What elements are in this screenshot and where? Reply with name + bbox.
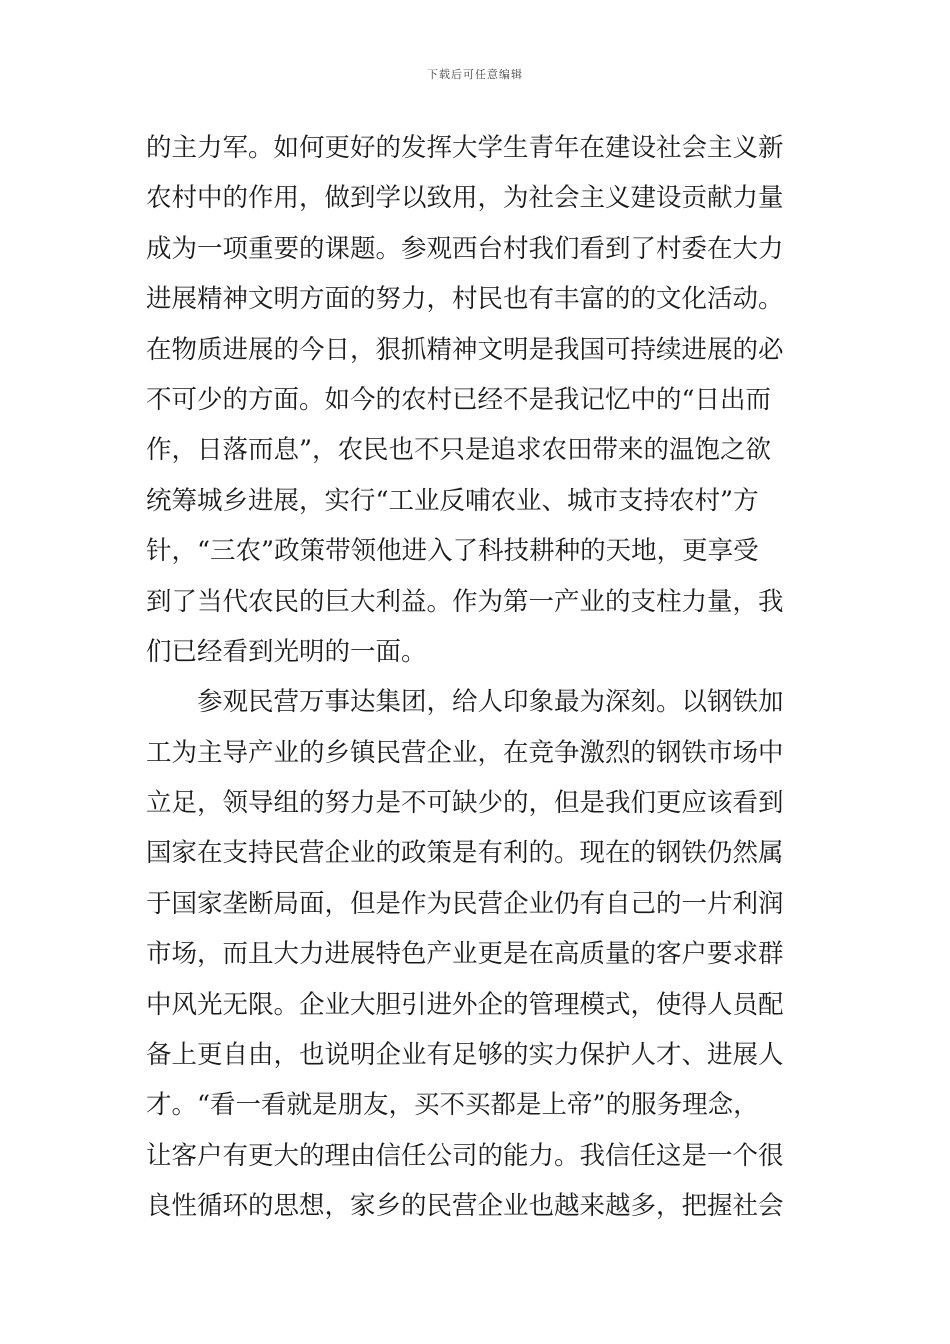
text-line: 良性循环的思想，家乡的民营企业也越来越多，把握社会 xyxy=(146,1191,784,1222)
text-line: 市场，而且大力进展特色产业更是在高质量的客户要求群 xyxy=(146,939,784,970)
page-header: 下载后可任意编辑 xyxy=(427,68,523,81)
document-body xyxy=(146,123,806,1232)
text-line: 立足，领导组的努力是不可缺少的，但是我们更应该看到 xyxy=(146,788,784,819)
text-line: 国家在支持民营企业的政策是有利的。现在的钢铁仍然属 xyxy=(146,838,784,869)
text-line: 让客户有更大的理由信任公司的能力。我信任这是一个很 xyxy=(146,1140,784,1171)
text-line: 统筹城乡进展，实行“工业反哺农业、城市支持农村”方 xyxy=(146,485,759,516)
text-line: 针，“三农”政策带领他进入了科技耕种的天地，更享受 xyxy=(146,536,759,567)
text-line: 们已经看到光明的一面。 xyxy=(146,636,427,667)
text-line: 成为一项重要的课题。参观西台村我们看到了村委在大力 xyxy=(146,233,784,264)
paragraph-start-line: 参观民营万事达集团，给人印象最为深刻。以钢铁加 xyxy=(146,687,784,718)
text-line: 于国家垄断局面，但是作为民营企业仍有自己的一片利润 xyxy=(146,888,784,919)
text-line: 的主力军。如何更好的发挥大学生青年在建设社会主义新 xyxy=(146,133,784,163)
text-line: 备上更自由，也说明企业有足够的实力保护人才、进展人 xyxy=(146,1040,784,1071)
text-line: 不可少的方面。如今的农村已经不是我记忆中的“日出而 xyxy=(146,384,772,415)
text-line: 到了当代农民的巨大利益。作为第一产业的支柱力量，我 xyxy=(146,586,784,617)
text-line: 农村中的作用，做到学以致用，为社会主义建设贡献力量 xyxy=(146,183,784,214)
text-line: 作，日落而息”，农民也不只是追求农田带来的温饱之欲 xyxy=(146,435,772,466)
text-line: 中风光无限。企业大胆引进外企的管理模式，使得人员配 xyxy=(146,989,784,1020)
text-line: 进展精神文明方面的努力，村民也有丰富的的文化活动。 xyxy=(146,284,784,315)
text-line: 才。“看一看就是朋友，买不买都是上帝”的服务理念， xyxy=(146,1090,759,1121)
text-line: 工为主导产业的乡镇民营企业，在竞争激烈的钢铁市场中 xyxy=(146,737,784,768)
text-line: 在物质进展的今日，狠抓精神文明是我国可持续进展的必 xyxy=(146,334,784,365)
